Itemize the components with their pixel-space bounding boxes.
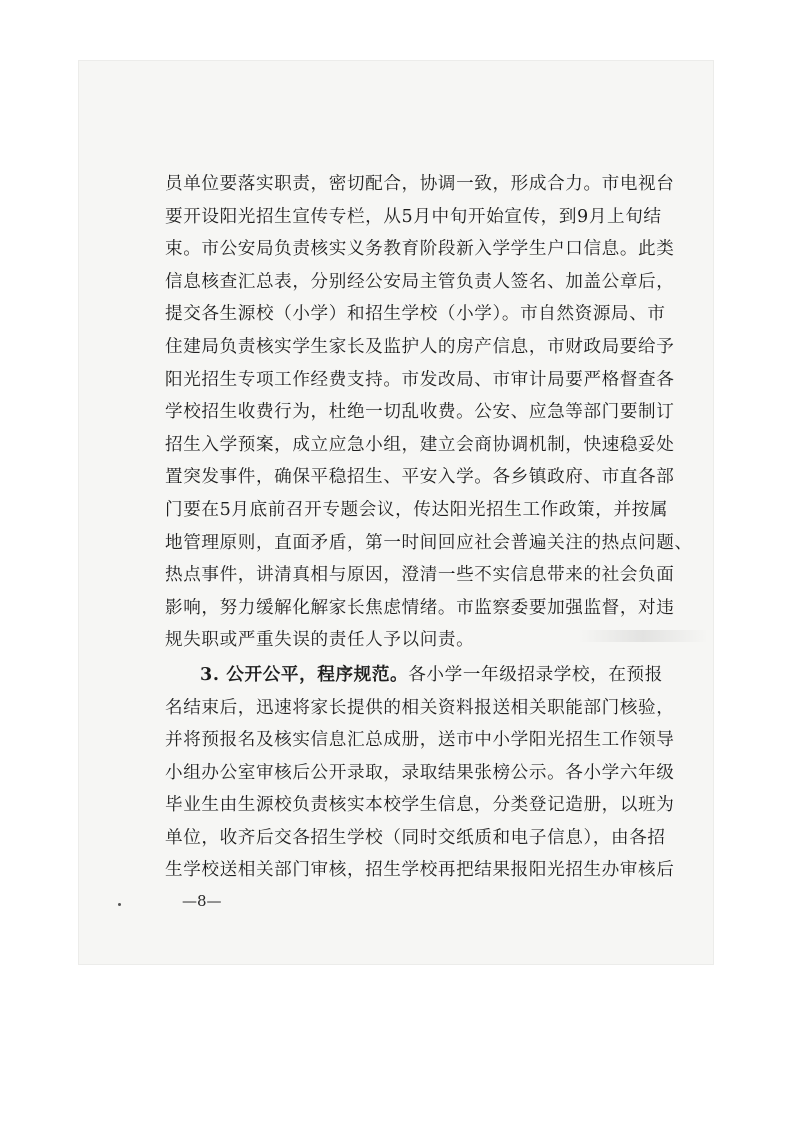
- paragraph-line: 信息核查汇总表，分别经公安局主管负责人签名、加盖公章后，: [165, 271, 675, 292]
- paragraph-line: 毕业生由生源校负责核实本校学生信息，分类登记造册，以班为: [165, 795, 675, 816]
- paragraph-line: 阳光招生专项工作经费支持。市发改局、市审计局要严格督查各: [165, 369, 675, 390]
- paragraph-line: 热点事件，讲清真相与原因，澄清一些不实信息带来的社会负面: [165, 565, 675, 586]
- section-3-heading: 3. 公开公平，程序规范。: [200, 663, 409, 685]
- paragraph-line: 规失职或严重失误的责任人予以问责。: [165, 630, 475, 651]
- paragraph-line: 生学校送相关部门审核，招生学校再把结果报阳光招生办审核后: [165, 860, 675, 881]
- paragraph-line: 住建局负责核实学生家长及监护人的房产信息，市财政局要给予: [165, 336, 675, 357]
- paragraph-line: 名结束后，迅速将家长提供的相关资料报送相关职能部门核验，: [165, 697, 675, 718]
- page-number: —8—: [182, 892, 222, 910]
- paragraph-line: 员单位要落实职责，密切配合，协调一致，形成合力。市电视台: [165, 174, 675, 194]
- paragraph-line: 并将预报名及核实信息汇总成册，送市中小学阳光招生工作领导: [165, 730, 675, 751]
- paragraph-line: 小组办公室审核后公开录取，录取结果张榜公示。各小学六年级: [165, 762, 675, 783]
- paragraph-line: 要开设阳光招生宣传专栏，从5月中旬开始宣传，到9月上旬结: [165, 206, 662, 227]
- document-body: [165, 168, 705, 887]
- paragraph-line: 提交各生源校（小学）和招生学校（小学）。市自然资源局、市: [165, 304, 666, 325]
- scan-speck: [118, 903, 121, 906]
- paragraph-line: 单位，收齐后交各招生学校（同时交纸质和电子信息），由各招: [165, 827, 666, 848]
- paragraph-line: 置突发事件，确保平稳招生、平安入学。各乡镇政府、市直各部: [165, 467, 675, 488]
- paragraph-line: 影响，努力缓解化解家长焦虑情绪。市监察委要加强监督，对违: [165, 597, 675, 618]
- paragraph-line: 招生入学预案，成立应急小组，建立会商协调机制，快速稳妥处: [165, 434, 675, 455]
- paragraph-line: 门要在5月底前召开专题会议，传达阳光招生工作政策，并按属: [165, 499, 669, 520]
- section-3-first-line-text: 各小学一年级招录学校，在预报: [408, 664, 663, 685]
- paragraph-line: 地管理原则，直面矛盾，第一时间回应社会普遍关注的热点问题、: [165, 532, 693, 553]
- section-3-first-line: [165, 659, 705, 692]
- paragraph-line: 学校招生收费行为，杜绝一切乱收费。公安、应急等部门要制订: [165, 402, 675, 423]
- paragraph-line: 束。市公安局负责核实义务教育阶段新入学学生户口信息。此类: [165, 239, 675, 260]
